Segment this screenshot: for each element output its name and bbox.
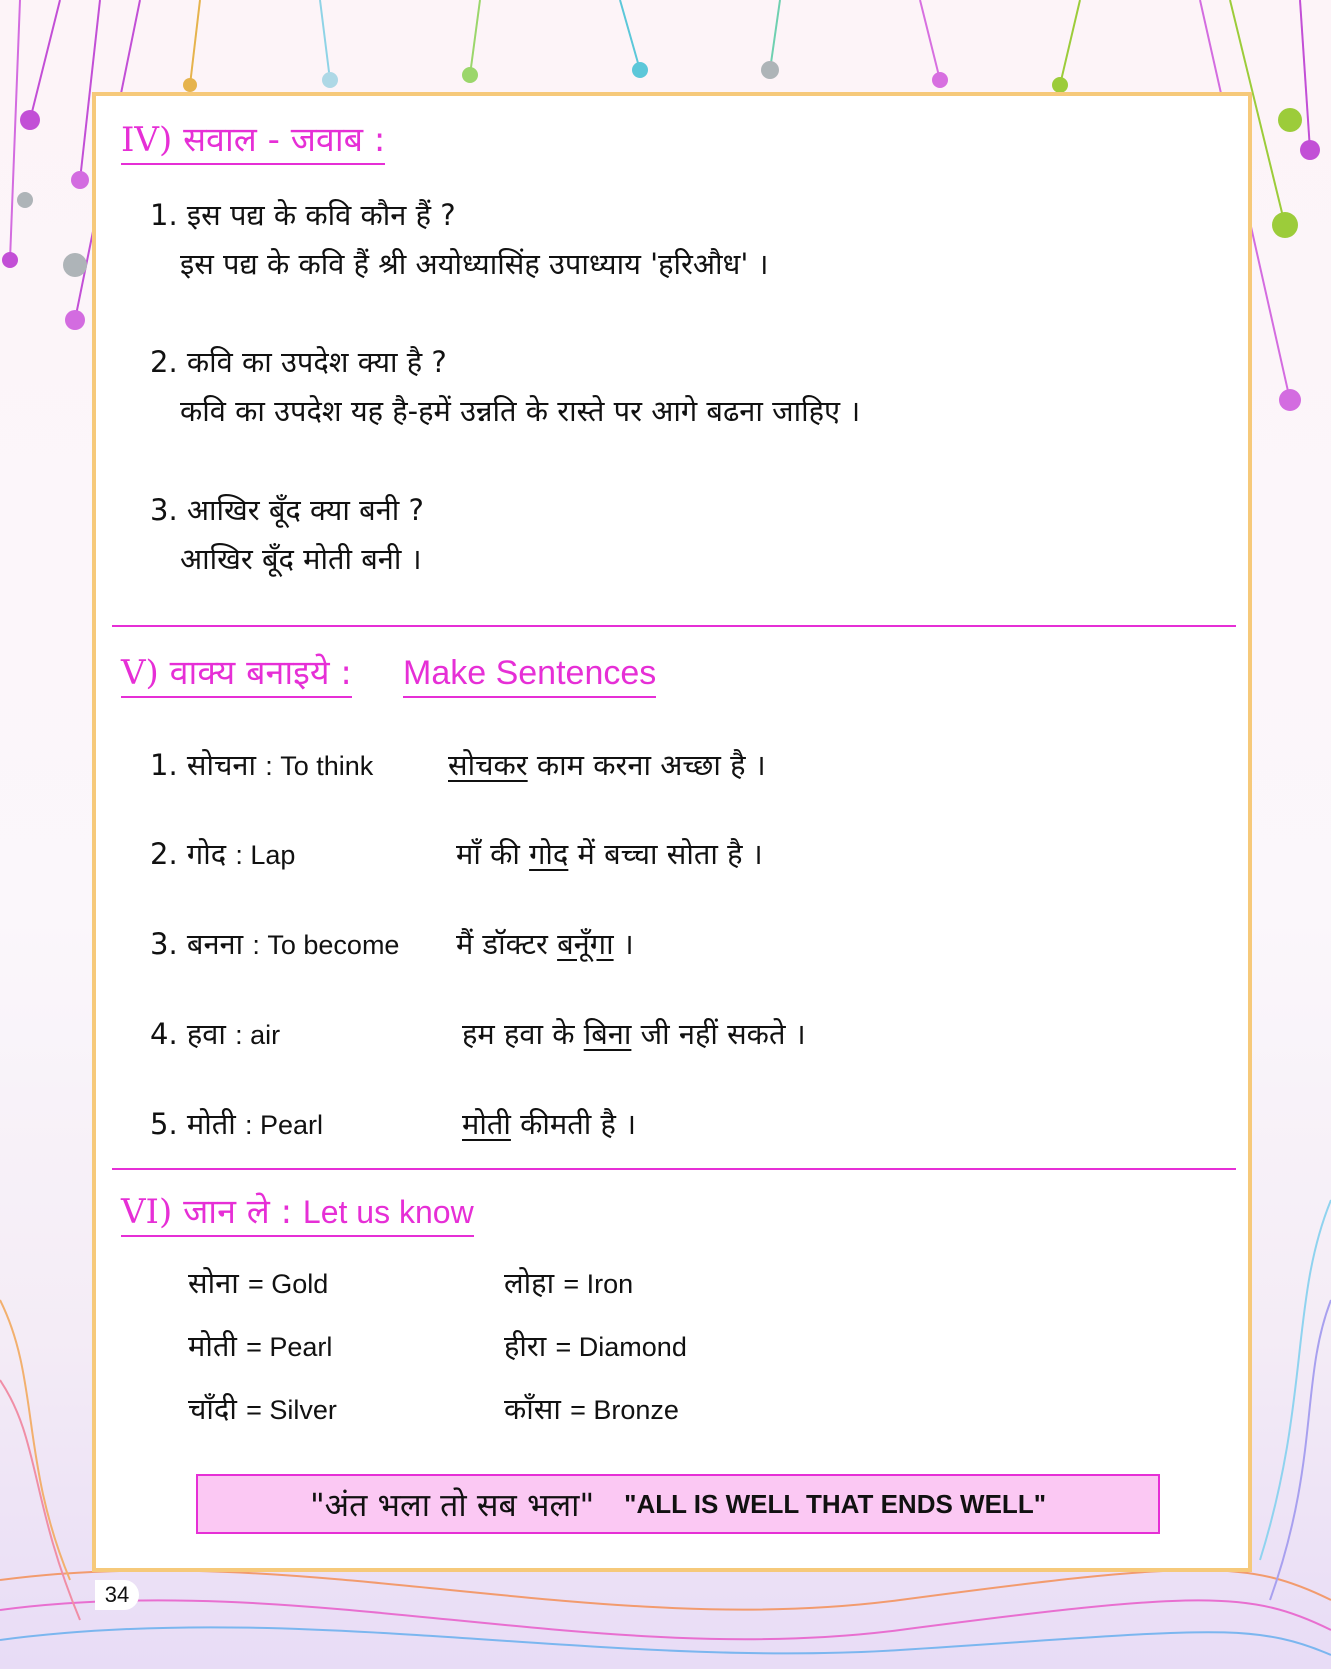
example-sentence-4: हम हवा के बिना जी नहीं सकते । bbox=[462, 1017, 806, 1051]
vocab-word-2: 2. गोद : Lap bbox=[150, 837, 296, 871]
section-6-roman-numeral: VI) bbox=[121, 1192, 173, 1232]
section-6-title: जान ले : bbox=[183, 1192, 293, 1232]
word-pair-iron: लोहा = Iron bbox=[504, 1266, 634, 1300]
question-1: 1. इस पद्य के कवि कौन हैं ? bbox=[150, 198, 456, 232]
vocab-word-5: 5. मोती : Pearl bbox=[150, 1107, 324, 1141]
vocab-word-1: 1. सोचना : To think bbox=[150, 748, 374, 782]
example-sentence-3: मैं डॉक्टर बनूँगा । bbox=[456, 927, 634, 961]
word-pair-pearl: मोती = Pearl bbox=[188, 1329, 333, 1363]
proverb-english: "ALL IS WELL THAT ENDS WELL" bbox=[624, 1488, 1047, 1519]
word-pair-silver: चाँदी = Silver bbox=[188, 1392, 337, 1426]
word-pair-diamond: हीरा = Diamond bbox=[504, 1329, 687, 1363]
answer-1: इस पद्य के कवि हैं श्री अयोध्यासिंह उपाध्याय 'हरिऔध' । bbox=[180, 247, 769, 281]
underlined-word: गोद bbox=[529, 837, 569, 871]
section-6-heading bbox=[121, 1192, 474, 1237]
underlined-word: मोती bbox=[462, 1107, 511, 1141]
section-divider bbox=[112, 625, 1236, 627]
word-pair-gold: सोना = Gold bbox=[188, 1266, 329, 1300]
word-pair-bronze: काँसा = Bronze bbox=[504, 1392, 679, 1426]
proverb-hindi: "अंत भला तो सब भला" bbox=[309, 1485, 595, 1524]
section-4-roman-numeral: IV) bbox=[121, 120, 173, 160]
section-5-title: वाक्य बनाइये : bbox=[169, 653, 352, 693]
section-4-heading bbox=[121, 120, 385, 165]
answer-2: कवि का उपदेश यह है-हमें उन्नति के रास्ते पर आगे बढना जाहिए । bbox=[180, 394, 861, 428]
underlined-word: बनूँगा bbox=[557, 927, 614, 961]
example-sentence-1: सोचकर काम करना अच्छा है । bbox=[448, 748, 766, 782]
vocab-word-4: 4. हवा : air bbox=[150, 1017, 281, 1051]
underlined-word: बिना bbox=[583, 1017, 632, 1051]
underlined-word: सोचकर bbox=[448, 748, 528, 782]
section-5-roman-numeral: V) bbox=[121, 653, 159, 693]
question-2: 2. कवि का उपदेश क्या है ? bbox=[150, 345, 447, 379]
question-3: 3. आखिर बूँद क्या बनी ? bbox=[150, 493, 424, 527]
section-divider bbox=[112, 1168, 1236, 1170]
section-4-title: सवाल - जवाब : bbox=[183, 120, 386, 160]
page-number: 34 bbox=[95, 1580, 139, 1610]
answer-3: आखिर बूँद मोती बनी । bbox=[180, 542, 422, 576]
section-5-heading bbox=[121, 653, 352, 698]
example-sentence-2: माँ की गोद में बच्चा सोता है । bbox=[456, 837, 763, 871]
section-5-english-title: Make Sentences bbox=[403, 653, 656, 698]
section-6-english-title: Let us know bbox=[302, 1194, 474, 1230]
proverb-box bbox=[196, 1474, 1160, 1534]
example-sentence-5: मोती कीमती है । bbox=[462, 1107, 637, 1141]
vocab-word-3: 3. बनना : To become bbox=[150, 927, 400, 961]
